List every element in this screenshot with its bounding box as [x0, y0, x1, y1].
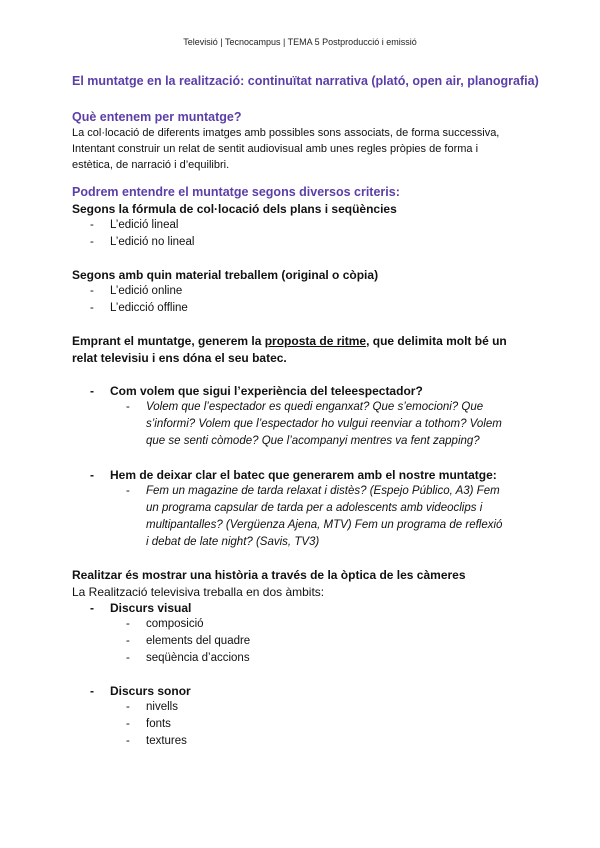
experience-line: Volem que l’espectador es quedi enganxat? Que s’emocioni? Que: [146, 401, 484, 413]
experience-line: s’informi? Volem que l’espectador ho vulgui reenviar a tothom? Volem: [146, 418, 502, 430]
list-item: - L’edició no lineal: [90, 236, 195, 248]
heartbeat-line: i debat de late night? (Savis, TV3): [146, 536, 320, 548]
heartbeat-title: - Hem de deixar clar el batec que generarem amb el nostre muntatge:: [90, 468, 497, 482]
list-item: - seqüència d’accions: [126, 652, 250, 664]
sonor-title: - Discurs sonor: [90, 684, 191, 698]
heartbeat-line: Fem un magazine de tarda relaxat i distès? (Espejo Público, A3) Fem: [146, 485, 500, 497]
section2-heading: Podrem entendre el muntatge segons diversos criteris:: [72, 185, 400, 199]
realitzar-title: Realitzar és mostrar una història a través de la òptica de les càmeres: [72, 568, 466, 582]
rhythm-line: Emprant el muntatge, generem la proposta de ritme, que delimita molt bé un: [72, 334, 507, 348]
section1-heading: Què entenem per muntatge?: [72, 110, 242, 124]
list-item: - L’edició lineal: [90, 219, 179, 231]
page-title: El muntatge en la realització: continuïtat narrativa (plató, open air, planografia): [72, 74, 539, 88]
list-item: - L’edicció offline: [90, 302, 188, 314]
section1-line: La col·locació de diferents imatges amb possibles sons associats, de forma successiva,: [72, 127, 500, 139]
criterion2-title: Segons amb quin material treballem (original o còpia): [72, 268, 379, 282]
section1-line: estètica, de narració i d’equilibri.: [72, 159, 230, 171]
list-item: - L’edició online: [90, 285, 183, 297]
list-item: - fonts: [126, 718, 171, 730]
experience-dash: -: [126, 401, 130, 413]
experience-title: - Com volem que sigui l’experiència del teleespectador?: [90, 384, 423, 398]
list-item: - textures: [126, 735, 187, 747]
list-item: - elements del quadre: [126, 635, 251, 647]
criterion1-title: Segons la fórmula de col·locació dels plans i seqüències: [72, 202, 397, 216]
rhythm-proposal-term: proposta de ritme: [264, 334, 367, 348]
experience-line: que se senti còmode? Que l’acompanyi mentres va fent zapping?: [146, 435, 480, 447]
heartbeat-line: multipantalles? (Vergüenza Ajena, MTV) Fem un programa de reflexió: [146, 519, 503, 531]
realitzar-intro: La Realització televisiva treballa en dos àmbits:: [72, 585, 325, 599]
rhythm-line: relat televisiu i ens dóna el seu batec.: [72, 351, 287, 365]
page-header: Televisió | Tecnocampus | TEMA 5 Postproducció i emissió: [183, 37, 417, 47]
section1-line: Intentant construir un relat de sentit audiovisual amb unes regles pròpies de forma i: [72, 143, 479, 155]
list-item: - composició: [126, 618, 204, 630]
visual-title: - Discurs visual: [90, 601, 192, 615]
heartbeat-line: un programa capsular de tarda per a adolescents amb videoclips i: [146, 502, 483, 514]
list-item: - nivells: [126, 701, 178, 713]
heartbeat-dash: -: [126, 485, 130, 497]
